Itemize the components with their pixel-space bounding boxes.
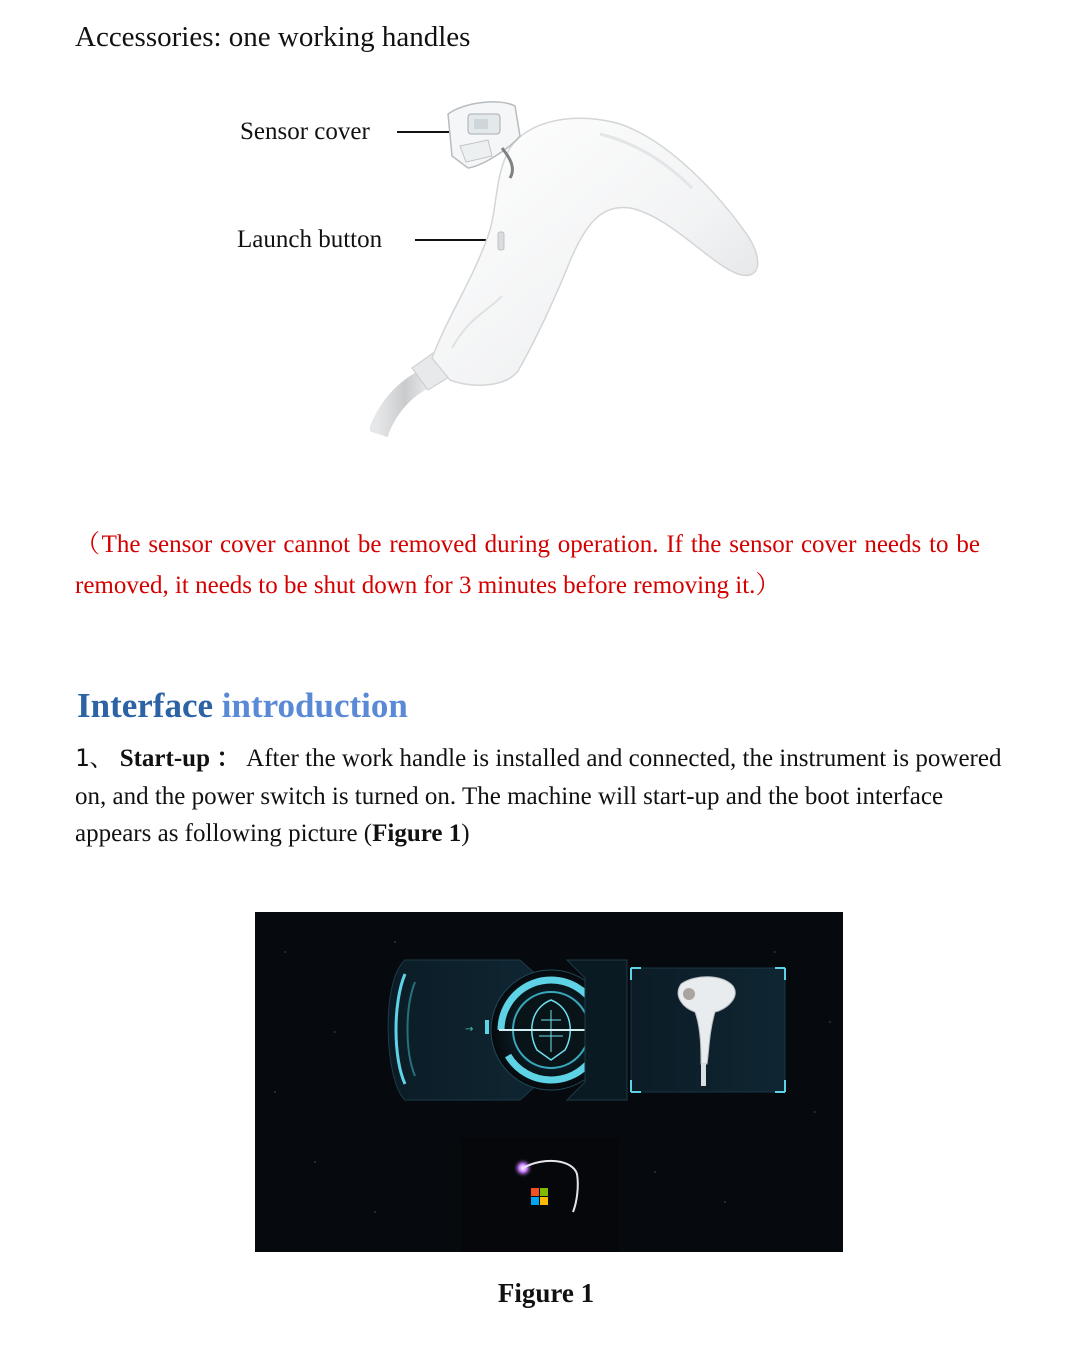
section-title-part2: introduction [221, 686, 408, 725]
boot-interface-screenshot [255, 912, 843, 1252]
step-label: Start-up [119, 745, 210, 772]
step-colon: ： [216, 745, 242, 772]
accessories-heading: Accessories: one working handles [75, 21, 471, 53]
working-handle-image [370, 96, 780, 442]
figure-caption: Figure 1 [497, 1278, 595, 1308]
boot-interface-graphic [255, 912, 843, 1252]
step-number: 1、 [75, 744, 114, 772]
launch-button-label: Launch button [237, 226, 383, 253]
closing-paren: ) [461, 820, 470, 847]
figure-reference: Figure 1 [372, 820, 462, 847]
section-title [77, 683, 408, 729]
startup-body-text: After the work handle is installed and connected, the instrument is powered on, and the power switch is turned on. The machine will start-up and the boot interface appears as following picture ( [75, 745, 1002, 847]
startup-paragraph [75, 740, 1020, 853]
sensor-cover-warning: （The sensor cover cannot be removed during operation. If the sensor cover needs to be removed, it needs to be shut down for 3 minutes before removing it.） [75, 531, 980, 599]
arrow-glyph: → [465, 1024, 474, 1035]
section-title-part1: Interface [77, 686, 214, 725]
sensor-cover-label: Sensor cover [240, 118, 370, 145]
